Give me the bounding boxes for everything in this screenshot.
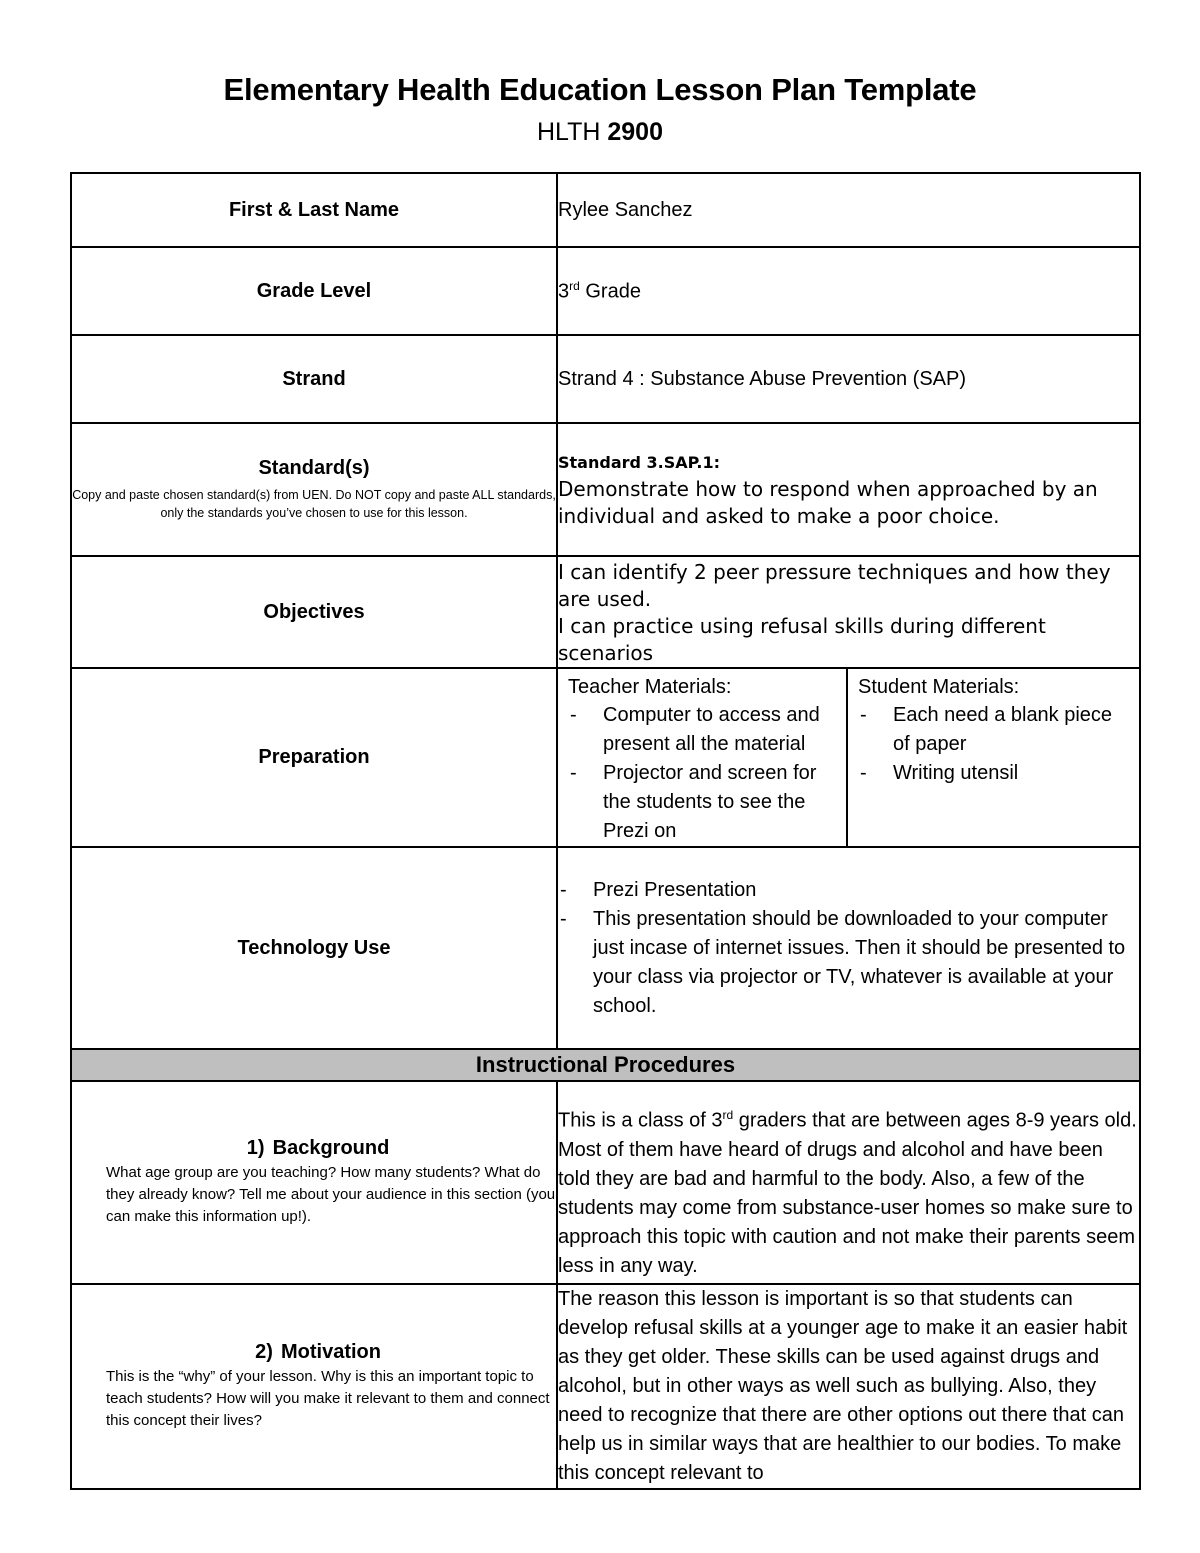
list-item: - This presentation should be downloaded to your computer just incase of internet issues. Then it should be presented to your class via projector or TV, whatever is available at your school.	[558, 905, 1139, 1021]
grade-label: Grade Level	[71, 247, 557, 335]
standards-value	[557, 423, 1140, 556]
objective-1: I can identify 2 peer pressure techniques and how they are used.	[558, 560, 1111, 611]
row-technology	[71, 847, 1140, 1049]
objective-2: I can practice using refusal skills during different scenarios	[558, 614, 1046, 665]
teacher-materials-list	[568, 701, 838, 846]
technology-value	[557, 847, 1140, 1049]
technology-label: Technology Use	[71, 847, 557, 1049]
list-item: - Writing utensil	[858, 759, 1131, 788]
row-name	[71, 173, 1140, 247]
strand-value: Strand 4 : Substance Abuse Prevention (SAP)	[557, 335, 1140, 423]
motivation-label-cell	[71, 1284, 557, 1489]
list-item: - Computer to access and present all the material	[568, 701, 838, 759]
grade-suffix: rd	[569, 278, 580, 293]
background-label-cell	[71, 1081, 557, 1284]
row-motivation	[71, 1284, 1140, 1489]
row-background	[71, 1081, 1140, 1284]
background-value	[557, 1081, 1140, 1284]
background-text-a: This is a class of 3	[558, 1110, 723, 1132]
materials-table	[558, 669, 1139, 846]
preparation-value	[557, 668, 1140, 847]
grade-word: Grade	[579, 280, 641, 303]
procedures-heading: Instructional Procedures	[71, 1049, 1140, 1081]
standard-title: Standard 3.SAP.1:	[558, 453, 721, 472]
student-materials	[847, 669, 1139, 846]
teacher-materials	[558, 669, 847, 846]
student-materials-list	[858, 701, 1131, 788]
list-item: - Projector and screen for the students to see the Prezi on	[568, 759, 838, 846]
grade-number: 3	[558, 280, 570, 303]
background-text-b: graders that are between ages 8-9 years old. Most of them have heard of drugs and alcohol and have been told they are bad and harmful to the body. Also, a few of the students may come from substance-user homes so make sure to approach this topic with caution and not make their parents seem less in any way.	[558, 1110, 1137, 1277]
motivation-desc: This is the “why” of your lesson. Why is this an important topic to teach students? How will you make it relevant to them and connect this concept their lives?	[106, 1368, 550, 1429]
background-sup: rd	[722, 1108, 734, 1123]
list-item: - Each need a blank piece of paper	[858, 701, 1131, 759]
lesson-plan-table	[70, 172, 1141, 1490]
name-value: Rylee Sanchez	[557, 173, 1140, 247]
row-grade	[71, 247, 1140, 335]
background-desc: What age group are you teaching? How many students? What do they already know? Tell me about your audience in this section (you can make this information up!).	[106, 1164, 556, 1225]
row-preparation	[71, 668, 1140, 847]
grade-value	[557, 247, 1140, 335]
preparation-label: Preparation	[71, 668, 557, 847]
motivation-value: The reason this lesson is important is so that students can develop refusal skills at a younger age to make it an easier habit as they get older. These skills can be used against drugs and alcohol, but in other ways as well such as bullying. Also, they need to recognize that there are other options out there that can help us in similar ways that are healthier to our bodies. To make this concept relevant to	[557, 1284, 1140, 1489]
standards-note: Copy and paste chosen standard(s) from UEN. Do NOT copy and paste ALL standards, only the standards you’ve chosen to use for this lesson.	[72, 488, 556, 520]
motivation-number: 2)	[255, 1341, 273, 1363]
document-title: Elementary Health Education Lesson Plan Template	[223, 72, 977, 107]
standards-label-cell	[71, 423, 557, 556]
row-standards	[71, 423, 1140, 556]
objectives-label: Objectives	[71, 556, 557, 668]
list-item: - Prezi Presentation	[558, 876, 1139, 905]
objectives-value	[557, 556, 1140, 668]
strand-label: Strand	[71, 335, 557, 423]
background-number: 1)	[246, 1137, 265, 1159]
course-code	[0, 118, 1200, 147]
row-strand	[71, 335, 1140, 423]
course-number: 2900	[607, 118, 663, 146]
background-title: Background	[272, 1137, 390, 1159]
row-objectives	[71, 556, 1140, 668]
standard-text: Demonstrate how to respond when approached by an individual and asked to make a poor choice.	[558, 477, 1098, 528]
motivation-title: Motivation	[281, 1341, 381, 1363]
student-materials-heading: Student Materials:	[858, 676, 1020, 698]
technology-list	[558, 876, 1139, 1021]
row-procedures-heading	[71, 1049, 1140, 1081]
name-label: First & Last Name	[71, 173, 557, 247]
standards-label: Standard(s)	[258, 457, 370, 479]
course-prefix: HLTH	[536, 118, 601, 146]
teacher-materials-heading: Teacher Materials:	[568, 676, 732, 698]
